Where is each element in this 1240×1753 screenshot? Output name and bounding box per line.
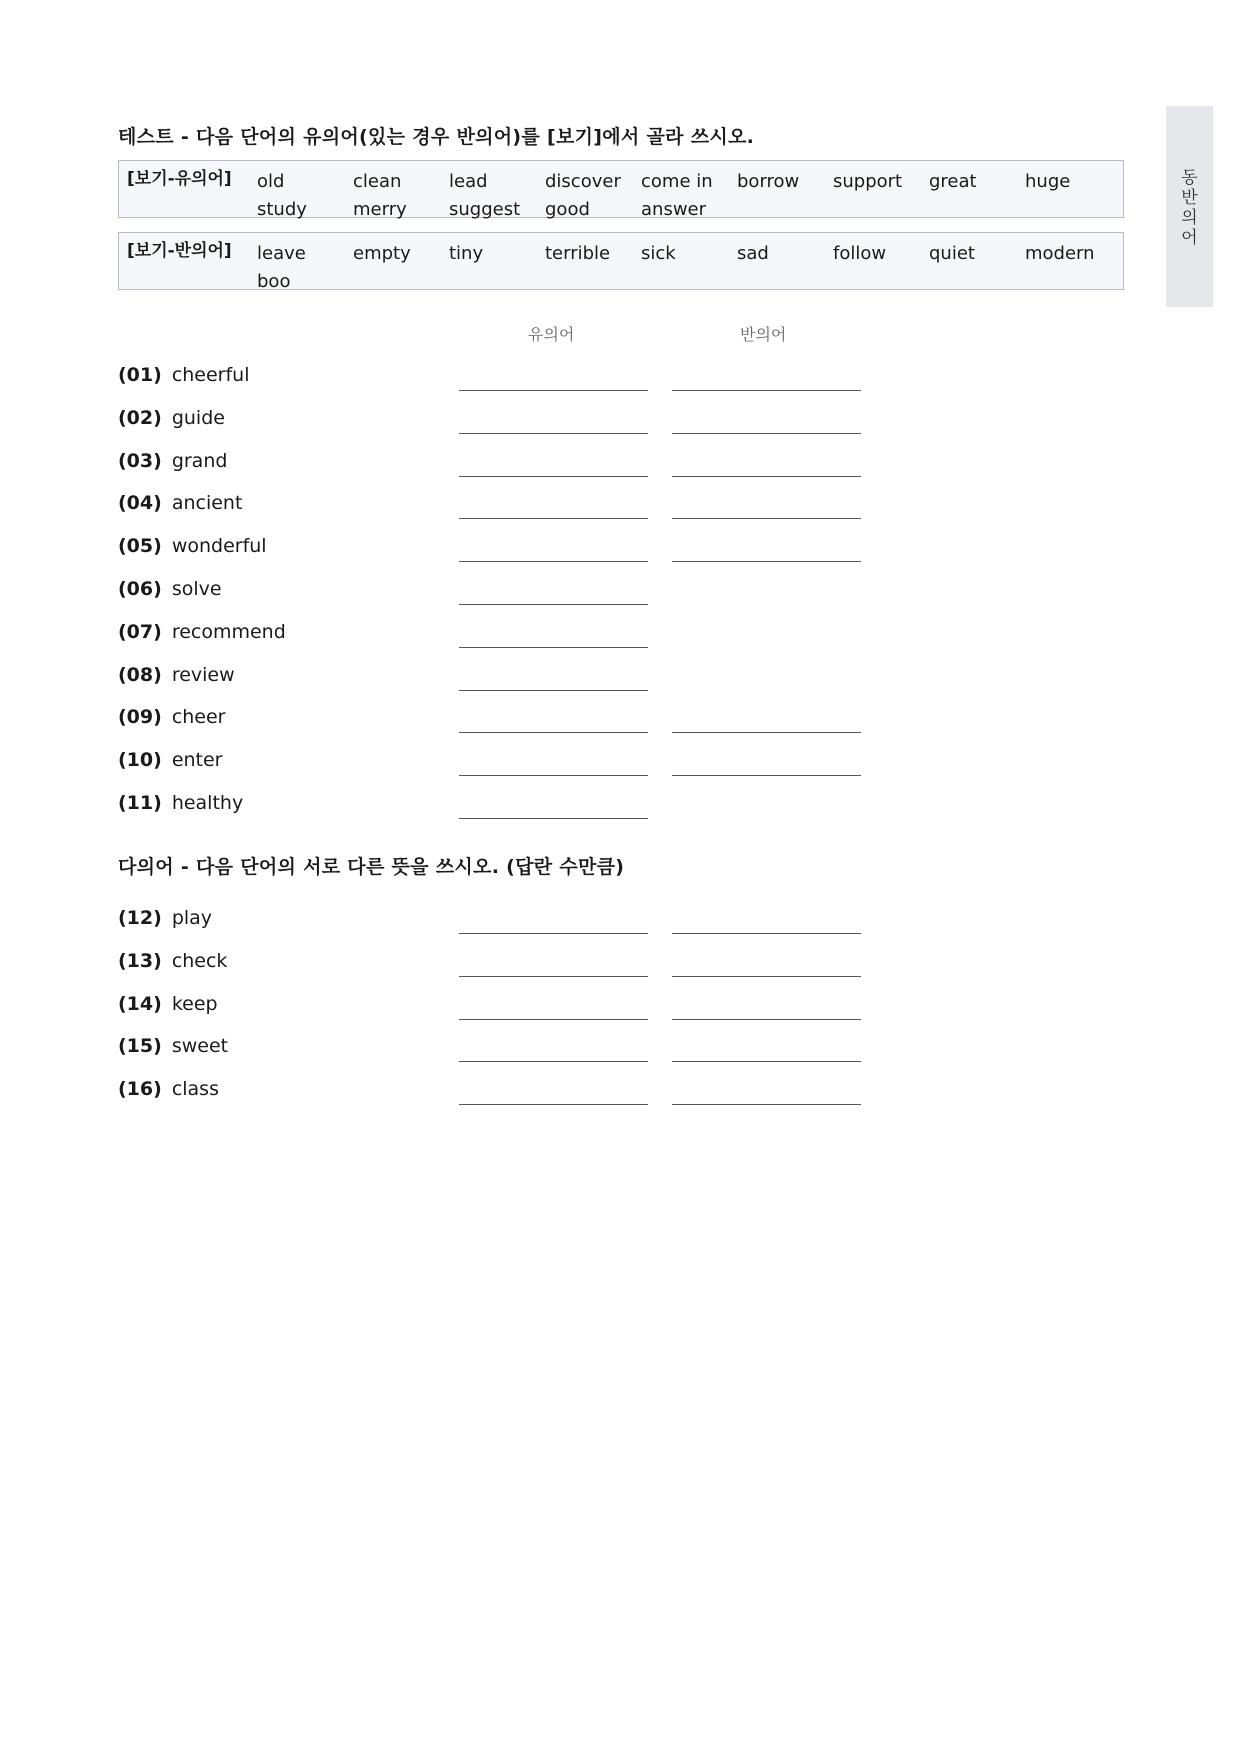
answer-blank-1[interactable]	[459, 933, 648, 934]
item-word: enter	[171, 749, 223, 772]
item-word: sweet	[171, 1035, 229, 1058]
answer-blank-2[interactable]	[672, 476, 861, 477]
answer-blank-2[interactable]	[672, 390, 861, 391]
side-tab-char: 의	[1181, 208, 1198, 228]
antonym-word: follow	[833, 243, 887, 264]
antonym-word: sick	[641, 243, 676, 264]
item-word: class	[171, 1078, 219, 1101]
exercise-item	[118, 907, 212, 929]
synonym-word: lead	[449, 171, 488, 192]
item-number: (03)	[118, 449, 162, 472]
exercise-item	[118, 535, 267, 557]
page-title: 테스트 - 다음 단어의 유의어(있는 경우 반의어)를 [보기]에서 골라 쓰시오.	[118, 126, 755, 148]
side-tab	[1166, 106, 1213, 307]
synonym-word: great	[929, 171, 977, 192]
exercise-item	[118, 950, 227, 972]
synonym-word: support	[833, 171, 903, 192]
answer-blank-2[interactable]	[672, 433, 861, 434]
item-word: grand	[171, 449, 228, 472]
antonym-word: terrible	[545, 243, 611, 264]
item-number: (07)	[118, 620, 162, 643]
answer-blank-1[interactable]	[459, 1104, 648, 1105]
side-tab-char: 어	[1181, 228, 1198, 248]
answer-blank-1[interactable]	[459, 1019, 648, 1020]
item-number: (06)	[118, 578, 162, 600]
answer-blank-2[interactable]	[672, 976, 861, 977]
exercise-item	[118, 364, 250, 386]
answer-blank-2[interactable]	[672, 775, 861, 776]
synonym-word: study	[257, 199, 307, 220]
synonym-word: discover	[545, 171, 621, 192]
answer-blank-1[interactable]	[459, 518, 648, 519]
item-word: check	[171, 949, 228, 972]
item-word: wonderful	[171, 535, 267, 558]
answer-blank-1[interactable]	[459, 647, 648, 648]
exercise-item	[118, 407, 225, 429]
antonym-word-box	[118, 232, 1124, 290]
item-number: (12)	[118, 907, 162, 929]
answer-blank-1[interactable]	[459, 1061, 648, 1062]
item-number: (01)	[118, 364, 162, 386]
answer-blank-1[interactable]	[459, 561, 648, 562]
exercise-item	[118, 792, 243, 814]
answer-blank-1[interactable]	[459, 433, 648, 434]
synonym-word-box	[118, 160, 1124, 218]
item-word: keep	[171, 992, 218, 1015]
synonym-box-label: [보기-유의어]	[127, 169, 232, 189]
answer-blank-2[interactable]	[672, 1019, 861, 1020]
synonym-word: good	[545, 199, 590, 220]
item-number: (11)	[118, 792, 162, 814]
item-word: cheerful	[171, 364, 250, 386]
answer-blank-2[interactable]	[672, 732, 861, 733]
antonym-word: boo	[257, 271, 291, 292]
item-word: guide	[171, 406, 225, 429]
exercise-item	[118, 450, 227, 472]
item-word: solve	[171, 578, 222, 600]
exercise-item	[118, 621, 286, 643]
exercise-item	[118, 1078, 219, 1100]
item-word: play	[171, 907, 213, 929]
exercise-item	[118, 706, 226, 728]
item-number: (02)	[118, 406, 162, 429]
item-number: (14)	[118, 992, 162, 1015]
item-word: review	[171, 663, 235, 686]
answer-blank-1[interactable]	[459, 604, 648, 605]
answer-blank-2[interactable]	[672, 1104, 861, 1105]
item-word: healthy	[171, 792, 244, 814]
answer-blank-2[interactable]	[672, 933, 861, 934]
item-word: cheer	[171, 706, 226, 729]
item-number: (09)	[118, 706, 162, 729]
exercise-item	[118, 993, 218, 1015]
item-number: (13)	[118, 949, 162, 972]
antonym-word: modern	[1025, 243, 1095, 264]
antonym-word: empty	[353, 243, 411, 264]
synonym-word: clean	[353, 171, 402, 192]
answer-blank-1[interactable]	[459, 690, 648, 691]
antonym-word: leave	[257, 243, 306, 264]
answer-blank-1[interactable]	[459, 732, 648, 733]
synonym-word: suggest	[449, 199, 521, 220]
side-tab-char: 동	[1181, 168, 1198, 188]
exercise-item	[118, 664, 235, 686]
answer-blank-2[interactable]	[672, 561, 861, 562]
section-title-polysemy: 다의어 - 다음 단어의 서로 다른 뜻을 쓰시오. (답란 수만큼)	[118, 856, 625, 878]
item-number: (08)	[118, 663, 162, 686]
synonym-word: come in	[641, 171, 713, 192]
exercise-item	[118, 578, 222, 600]
synonym-word: borrow	[737, 171, 800, 192]
antonym-word: sad	[737, 243, 769, 264]
item-number: (04)	[118, 492, 162, 515]
answer-blank-1[interactable]	[459, 476, 648, 477]
exercise-item	[118, 749, 223, 771]
answer-blank-1[interactable]	[459, 390, 648, 391]
antonym-word: tiny	[449, 243, 484, 264]
answer-blank-1[interactable]	[459, 818, 648, 819]
item-number: (05)	[118, 535, 162, 558]
item-number: (15)	[118, 1035, 162, 1058]
item-number: (10)	[118, 749, 162, 772]
answer-blank-2[interactable]	[672, 1061, 861, 1062]
answer-blank-1[interactable]	[459, 775, 648, 776]
antonym-word: quiet	[929, 243, 975, 264]
synonym-word: merry	[353, 199, 407, 220]
exercise-item	[118, 492, 242, 514]
item-number: (16)	[118, 1078, 162, 1101]
answer-blank-2[interactable]	[672, 518, 861, 519]
exercise-item	[118, 1035, 228, 1057]
antonym-column-header: 반의어	[740, 325, 787, 344]
side-tab-char: 반	[1181, 188, 1198, 208]
synonym-word: huge	[1025, 171, 1071, 192]
item-word: ancient	[171, 492, 243, 515]
antonym-box-label: [보기-반의어]	[127, 241, 232, 261]
synonym-column-header: 유의어	[528, 325, 575, 344]
synonym-word: answer	[641, 199, 707, 220]
answer-blank-1[interactable]	[459, 976, 648, 977]
item-word: recommend	[171, 620, 286, 643]
side-tab-label	[1166, 168, 1213, 248]
synonym-word: old	[257, 171, 285, 192]
